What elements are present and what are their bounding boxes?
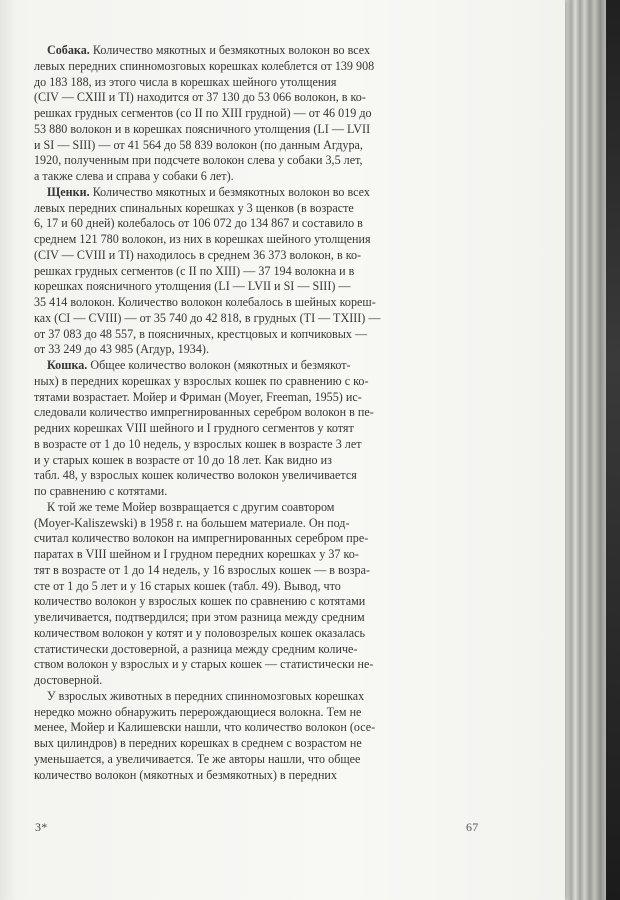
text-line: К той же теме Мойер возвращается с другим соавтором [47,499,335,514]
text-line: нередко можно обнаружить перерождающиеся волокна. Тем не [34,704,362,719]
text-line: (CIV — CVIII и TI) находилось в среднем 36 373 волокон, в ко- [34,247,362,262]
text-line [34,185,502,201]
paragraph-heading: Собака. [47,43,90,57]
text-line: сте от 1 до 5 лет и у 16 старых кошек (табл. 49). Вывод, что [34,578,341,593]
text-line [34,358,502,374]
text-line: корешках поясничного утолщения (LI — LVII и SI — SIII) — [34,279,351,294]
text-line: левых передних спинальных корешках у 3 щенков (в возрасте [34,200,354,215]
text-line: табл. 48, у взрослых кошек количество волокон увеличивается [34,468,357,483]
paragraph-heading: Щенки. [47,184,90,199]
paragraph-moyer [34,500,502,689]
text-line [34,43,502,59]
text-line: ках (CI — CVIII) — от 35 740 до 42 818, в грудных (TI — TXIII) — [34,310,381,325]
text-line: 6, 17 и 60 дней) колебалось от 106 072 до 134 867 и составило в [34,216,363,231]
text-line: от 33 249 до 43 985 (Агдур, 1934). [34,342,209,357]
text-line: паратах в VIII шейном и I грудном передних корешках у 37 ко- [34,547,359,561]
page-number: 67 [466,820,479,834]
text-line: левых передних спинномозговых корешках колеблется от 139 908 [34,58,375,73]
dark-page-edge [606,0,620,900]
text-line: среднем 121 780 волокон, из них в корешках шейного утолщения [34,232,371,246]
body-text [34,43,502,783]
text-line: количество волокон (мякотных и безмякотных) в передних [34,767,337,782]
footer-signature-mark: 3* [35,820,48,834]
paragraph-puppies [34,185,502,358]
text-line: решках грудных сегментов (со II по XIII грудной) — от 46 019 до [34,106,372,120]
text-line: уменьшается, а увеличивается. Те же авторы нашли, что общее [34,751,361,766]
text-line: ных) в передних корешках у взрослых кошек по сравнению с ко- [34,373,369,388]
text-line: в возрасте от 1 до 10 недель, у взрослых кошек в возрасте 3 лет [34,436,362,451]
paragraph-line-text: Общее количество волокон (мякотных и безмякот- [90,358,351,372]
paragraph-heading: Кошка. [47,358,88,372]
text-line: до 183 188, из этого числа в корешках шейного утолщения [34,74,337,89]
paragraph-cat [34,358,502,500]
text-line: У взрослых животных в передних спинномозговых корешках [47,688,365,703]
page-gutter-shadow [0,0,18,900]
paragraph-dog [34,43,502,185]
text-line: количество волокон у взрослых кошек по сравнению с котятами [34,594,366,609]
text-line: количеством волокон у котят и у половозрелых кошек оказалась [34,625,366,640]
text-line: и SI — SIII) — от 41 564 до 58 839 волокон (по данным Агдура, [34,137,363,152]
text-line: (CIV — CXIII и TI) находится от 37 130 до 53 066 волокон, в ко- [34,90,366,105]
text-line: увеличивается, подтвердился; при этом разница между средним [34,610,365,624]
text-line: ством волокон у взрослых и у старых кошек — статистически не- [34,657,374,672]
text-line: достоверной. [34,673,103,687]
text-line: и у старых кошек в возрасте от 10 до 18 лет. Как видно из [34,452,332,467]
text-line: 53 880 волокон и в корешках поясничного утолщения (LI — LVII [34,121,371,136]
text-line: по сравнению с котятами. [34,484,168,498]
text-line: решках грудных сегментов (с II по XIII) — 37 194 волокна и в [34,263,355,278]
text-line: следовали количество импрегнированных серебром волокон в пе- [34,405,374,420]
text-line: тят в возрасте от 1 до 14 недель, у 16 взрослых кошек — в возра- [34,562,370,577]
text-line: считал количество волокон на импрегнированных серебром пре- [34,531,369,546]
text-line: статистически достоверной, а разница между средним количе- [34,641,358,656]
text-line: 35 414 волокон. Количество волокон колебалось в шейных кореш- [34,295,376,309]
text-line: (Moyer-Kaliszewski) в 1958 г. на большем материале. Он под- [34,515,350,530]
text-line: 1920, полученным при подсчете волокон слева у собаки 3,5 лет, [34,153,363,168]
text-line: редних корешках VIII шейного и I грудного сегментов у котят [34,421,354,435]
text-line: тятами возрастает. Мойер и Фриман (Moyer, Freeman, 1955) ис- [34,389,362,404]
text-line: от 37 083 до 48 557, в поясничных, крестцовых и копчиковых — [34,326,368,341]
text-line: менее, Мойер и Калишевски нашли, что количество волокон (осе- [34,720,376,735]
paragraph-line-text: Количество мякотных и безмякотных волокон во всех [92,184,370,199]
text-line: а также слева и справа у собаки 6 лет). [34,169,234,183]
paragraph-adults [34,689,502,784]
text-line: вых цилиндров) в передних корешках в среднем с возрастом не [34,736,362,750]
paragraph-line-text: Количество мякотных и безмякотных волокон во всех [92,43,371,57]
